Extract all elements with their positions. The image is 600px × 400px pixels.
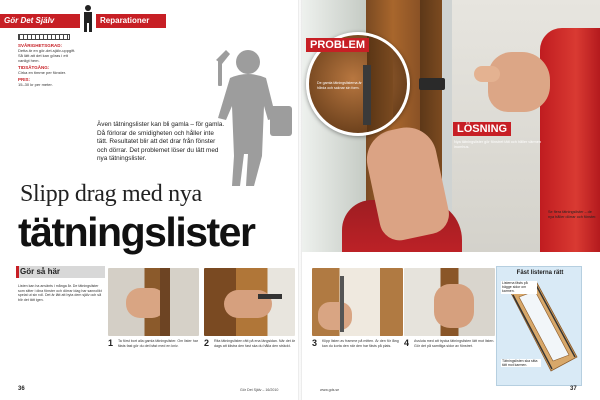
section-label: Reparationer	[96, 14, 166, 28]
worker-icon	[80, 4, 96, 32]
diagram-label-bottom: Tätningslisten ska sitta tätt mot karmen.	[501, 359, 541, 367]
thumb	[474, 66, 500, 82]
step-1-jamb	[160, 268, 170, 336]
solution-label: LÖSNING	[453, 122, 511, 136]
headline-line1: Slipp drag med nya	[20, 181, 202, 207]
info-box	[18, 34, 76, 87]
diagram-title: Fäst listerna rätt	[516, 270, 564, 276]
footer-website: www.gds.se	[320, 388, 340, 392]
footer-issue: Gör Det Själv – 16/2010	[240, 388, 279, 392]
page-header	[0, 0, 300, 34]
step-3-strip	[340, 276, 344, 332]
hand	[488, 52, 550, 112]
difficulty-text: Detta är en gör-det-själv-uppgift. Så lätt att det kan göras i ett vanligt hem.	[18, 48, 76, 63]
step-1-number: 1	[108, 338, 114, 348]
step-4	[404, 268, 495, 348]
solution-text: Nya tätningslister gör fönstret tätt och håller värmen inomhus.	[454, 140, 541, 149]
problem-label: PROBLEM	[306, 38, 369, 52]
series-label: Gör Det Själv	[0, 14, 80, 28]
intro-paragraph: Även tätningslister kan bli gamla – för gamla. Då förlorar de smidigheten och håller inte tätt. Resultatet blir att det drar från fönster och dörrar. Det problemet löser du lätt med nya tätningslister.	[97, 121, 225, 163]
photo-caption: Se flera tätningslister – de nya håller dörrar och fönster.	[548, 210, 597, 219]
ruler-icon	[18, 34, 70, 40]
time-text: Cirka en timme per fönster.	[18, 70, 67, 75]
time-heading: TIDSÅTGÅNG:	[18, 65, 50, 70]
step-1	[108, 268, 199, 348]
step-1-text: Ta först bort alla gamla tätningslister. Om lister har fästs fast gör du det bäst med en kniv.	[118, 339, 198, 348]
step-2-photo	[204, 268, 295, 336]
step-4-photo	[404, 268, 495, 336]
price-text: 15–30 kr per meter.	[18, 82, 53, 87]
step-1-photo	[108, 268, 199, 336]
diagram-label-top: Listerna fästs på bägge sidor om karmen.	[501, 281, 537, 294]
step-2-text: Rita tätningslisten rätt på ena längsidan. När det är dags att klistra den fast ska du hålla den sträckt.	[214, 339, 295, 348]
step-3-photo	[312, 268, 403, 336]
step-3	[312, 268, 403, 348]
step-4-number: 4	[404, 338, 410, 348]
window-frame-diagram	[497, 279, 583, 385]
difficulty-heading: SVÅRIGHETSGRAD:	[18, 43, 63, 48]
step-2-strip	[258, 294, 282, 299]
step-3-hand	[318, 302, 352, 330]
step-3-number: 3	[312, 338, 318, 348]
page-number-left: 36	[18, 386, 25, 392]
sealing-strip	[419, 78, 445, 90]
problem-text: De gamla tätningslisterna är hårda och saknar sin form.	[317, 81, 362, 90]
howto-body: Listen kan ha använts i många år. De tätningslister som sitter i dina fönster och dörrar idag har sannolikt spelat ut sin roll. Det är lätt att byta dem själv och så blir det tätt igen.	[18, 284, 102, 302]
headline-line2: tätningslister	[18, 209, 255, 255]
step-4-text: Avsluta med att trycka tätningslisten lätt mot listen. Gör det på samtliga sidor av fönstret.	[414, 339, 495, 348]
closeup-strip	[363, 65, 371, 125]
howto-heading: Gör så här	[20, 267, 61, 276]
step-4-hand	[434, 284, 474, 328]
mounting-diagram	[496, 266, 582, 386]
step-3-text: Klipp listen av framme på mitten. Är den för lång kan du korta den när den har fästs på plats.	[322, 339, 399, 348]
step-2-number: 2	[204, 338, 210, 348]
page-footer	[0, 383, 600, 397]
step-2	[204, 268, 295, 348]
price-heading: PRIS:	[18, 77, 31, 82]
page-number-right: 37	[570, 386, 577, 392]
